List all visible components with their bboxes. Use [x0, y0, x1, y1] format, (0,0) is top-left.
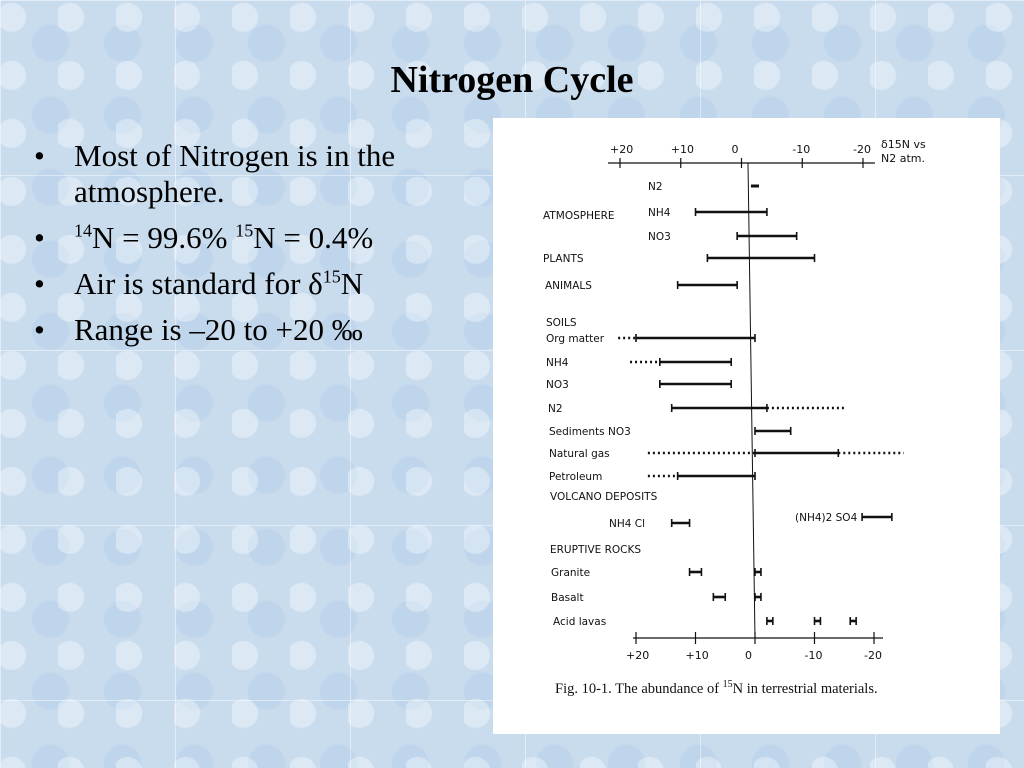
- bottom-tick-label: +10: [685, 649, 709, 662]
- bullet-text: N = 99.6%: [92, 219, 236, 255]
- row-label: NO3: [546, 379, 569, 391]
- row-label: (NH4)2 SO4: [795, 512, 858, 524]
- row-label: NH4: [546, 357, 569, 369]
- bullet-marker: •: [34, 219, 45, 255]
- bullet-text: N: [340, 265, 364, 301]
- bullet-text: Most of Nitrogen is in the atmosphere.: [74, 138, 396, 209]
- zero-reference-line: [748, 163, 755, 638]
- bullet-item: [30, 266, 480, 302]
- top-tick-label: 0: [731, 143, 739, 156]
- bullet-text: N = 0.4%: [253, 219, 374, 255]
- heading-soils: SOILS: [546, 317, 577, 329]
- axis-label-line1: δ15N vs: [881, 138, 926, 151]
- row-label: Org matter: [546, 333, 605, 345]
- bullet-superscript: 15: [322, 266, 341, 287]
- top-tick-label: +20: [610, 143, 634, 156]
- row-label: Petroleum: [549, 471, 603, 483]
- bullet-item: [30, 312, 480, 348]
- bullet-text: Air is standard for δ: [74, 265, 323, 301]
- bottom-tick-label: +20: [626, 649, 650, 662]
- bullet-text: Range is –20 to +20 ‰: [74, 311, 363, 347]
- bottom-tick-label: 0: [745, 649, 752, 662]
- row-label: Acid lavas: [553, 616, 607, 628]
- top-tick-label: +10: [670, 143, 694, 156]
- bullet-item: [30, 220, 480, 256]
- slide-title: Nitrogen Cycle: [390, 59, 634, 101]
- bottom-tick-label: -10: [804, 649, 823, 662]
- axis-label-line2: N2 atm.: [881, 152, 925, 165]
- bullet-item: [30, 138, 480, 210]
- row-label: Basalt: [551, 592, 584, 604]
- row-label: NO3: [648, 231, 671, 243]
- row-label: NH4 Cl: [609, 518, 646, 530]
- top-tick-label: -10: [792, 143, 811, 156]
- row-label: N2: [548, 403, 563, 415]
- figure-graphic: [493, 118, 1000, 734]
- row-label: Sediments NO3: [549, 426, 631, 438]
- top-tick-label: -20: [853, 143, 871, 156]
- bullet-marker: •: [34, 138, 45, 173]
- bullet-marker: •: [34, 311, 45, 347]
- heading-eruptive-rocks: ERUPTIVE ROCKS: [550, 544, 642, 556]
- heading-atmosphere: ATMOSPHERE: [543, 210, 615, 222]
- bullet-marker: •: [34, 265, 45, 301]
- bullet-list: [30, 138, 480, 358]
- row-label: Granite: [551, 567, 591, 579]
- row-label: N2: [648, 181, 663, 193]
- figure-nitrogen-isotopes: [493, 118, 1000, 734]
- row-label: Natural gas: [549, 448, 610, 460]
- row-label: ANIMALS: [545, 280, 592, 292]
- row-label: PLANTS: [543, 253, 584, 265]
- row-label: NH4: [648, 207, 671, 219]
- bullet-superscript: 14: [74, 220, 92, 241]
- bullet-superscript: 15: [235, 220, 254, 241]
- figure-caption: Fig. 10-1. The abundance of $^{15}$N in terrestrial materials.: [555, 679, 878, 697]
- bottom-tick-label: -20: [864, 649, 882, 662]
- heading-volcano-deposits: VOLCANO DEPOSITS: [550, 491, 658, 503]
